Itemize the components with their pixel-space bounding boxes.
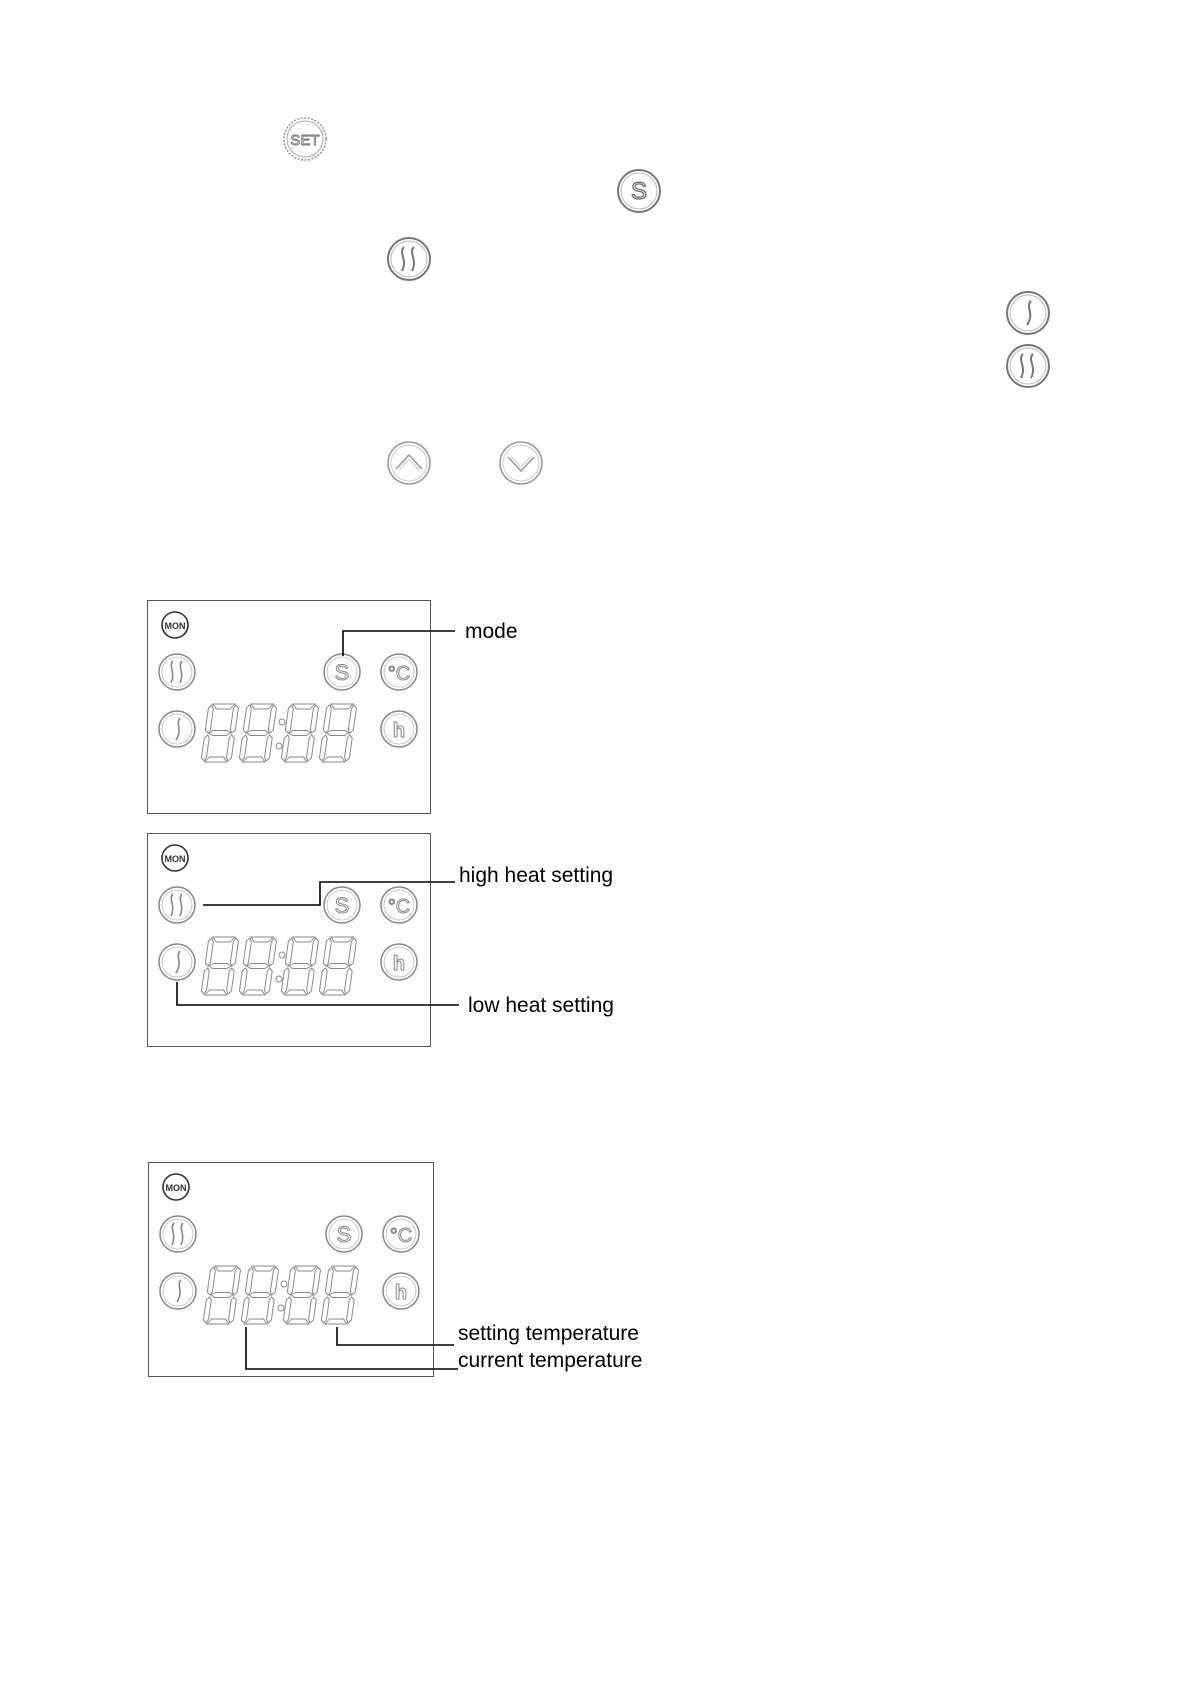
segment-a — [330, 937, 353, 942]
seven-segment-display — [201, 704, 357, 762]
segment-c — [308, 1297, 317, 1323]
display-panel-2-graphics — [147, 833, 431, 1047]
down-arrow-icon — [498, 440, 544, 486]
celsius-icon — [383, 1216, 419, 1252]
segment-f — [205, 705, 214, 733]
digit-4 — [321, 1266, 359, 1324]
colon-dot-1 — [279, 952, 285, 958]
segment-a — [330, 704, 353, 709]
segment-c — [346, 1297, 355, 1323]
low-heat-icon — [159, 944, 195, 980]
segment-f — [207, 1267, 216, 1295]
hour-icon — [381, 944, 417, 980]
segment-b — [312, 1267, 321, 1295]
s-label: S — [336, 1222, 352, 1247]
s-label: S — [334, 660, 350, 685]
mon-icon — [162, 612, 188, 638]
mode-s-icon — [616, 168, 662, 214]
c-label: °C — [387, 663, 411, 685]
mon-label: MON — [164, 621, 186, 631]
high-heat-setting-label: high heat setting — [459, 864, 614, 887]
c-label: °C — [387, 896, 411, 918]
segment-b — [230, 705, 239, 733]
mon-icon — [162, 845, 188, 871]
digit-4 — [319, 704, 357, 762]
mode-label: mode — [465, 620, 518, 643]
high-heat-icon — [159, 887, 195, 923]
colon-dot-1 — [279, 719, 285, 725]
segment-g — [289, 964, 312, 969]
segment-e — [203, 1297, 212, 1323]
segment-e — [321, 1297, 330, 1323]
current-temperature-label: current temperature — [458, 1349, 643, 1372]
set-icon-text: SET — [290, 132, 320, 149]
segment-c — [264, 735, 273, 761]
segment-f — [243, 705, 252, 733]
segment-a — [292, 937, 315, 942]
segment-b — [348, 938, 357, 966]
digit-3 — [281, 704, 319, 762]
segment-d — [243, 757, 266, 762]
segment-b — [268, 938, 277, 966]
segment-c — [228, 1297, 237, 1323]
segment-b — [268, 705, 277, 733]
up-arrow-icon — [386, 440, 432, 486]
segment-f — [285, 938, 294, 966]
segment-b — [230, 938, 239, 966]
c-label: °C — [389, 1225, 413, 1247]
segment-a — [250, 704, 273, 709]
segment-b — [310, 705, 319, 733]
segment-a — [212, 704, 235, 709]
segment-c — [344, 735, 353, 761]
segment-a — [212, 937, 235, 942]
mode-s-icon-text: S — [630, 178, 648, 205]
segment-b — [232, 1267, 241, 1295]
low-heat-icon — [160, 1273, 196, 1309]
segment-c — [306, 735, 315, 761]
segment-g — [247, 964, 270, 969]
segment-b — [348, 705, 357, 733]
segment-f — [245, 1267, 254, 1295]
mon-label: MON — [165, 1183, 187, 1193]
mode-s-icon — [326, 1216, 362, 1252]
set-icon — [282, 116, 328, 162]
segment-g — [249, 1293, 272, 1298]
high-heat-icon — [386, 236, 432, 282]
segment-f — [287, 1267, 296, 1295]
mon-icon — [163, 1174, 189, 1200]
segment-a — [294, 1266, 317, 1271]
colon-dot-2 — [276, 743, 282, 749]
segment-a — [252, 1266, 275, 1271]
digit-3 — [283, 1266, 321, 1324]
digit-2 — [239, 704, 277, 762]
segment-g — [291, 1293, 314, 1298]
digit-1 — [203, 1266, 241, 1324]
mode-s-icon — [324, 654, 360, 690]
segment-g — [209, 964, 232, 969]
segment-g — [327, 731, 350, 736]
digit-1 — [201, 704, 239, 762]
low-heat-icon — [159, 711, 195, 747]
digit-2 — [241, 1266, 279, 1324]
segment-e — [241, 1297, 250, 1323]
segment-f — [243, 938, 252, 966]
segment-b — [270, 1267, 279, 1295]
high-heat-icon — [159, 654, 195, 690]
segment-a — [214, 1266, 237, 1271]
h-label: h — [392, 720, 406, 742]
segment-c — [226, 735, 235, 761]
colon-dot-2 — [278, 1305, 284, 1311]
h-label: h — [392, 953, 406, 975]
segment-b — [310, 938, 319, 966]
segment-g — [209, 731, 232, 736]
segment-f — [323, 705, 332, 733]
segment-g — [289, 731, 312, 736]
high-heat-icon — [160, 1216, 196, 1252]
hour-icon — [383, 1273, 419, 1309]
segment-g — [329, 1293, 352, 1298]
segment-a — [250, 937, 273, 942]
segment-d — [207, 1319, 230, 1324]
segment-e — [201, 735, 210, 761]
segment-e — [283, 1297, 292, 1323]
segment-f — [285, 705, 294, 733]
segment-f — [325, 1267, 334, 1295]
segment-d — [325, 1319, 348, 1324]
hour-icon — [381, 711, 417, 747]
segment-e — [319, 735, 328, 761]
segment-e — [239, 735, 248, 761]
s-label: S — [334, 893, 350, 918]
low-heat-leader-line — [174, 980, 464, 1010]
segment-c — [266, 1297, 275, 1323]
segment-d — [285, 757, 308, 762]
segment-f — [323, 938, 332, 966]
mode-leader-line — [340, 628, 460, 658]
segment-d — [323, 757, 346, 762]
segment-g — [327, 964, 350, 969]
current-temperature-leader-line — [243, 1325, 463, 1375]
high-heat-icon-2 — [1005, 343, 1051, 389]
segment-b — [350, 1267, 359, 1295]
segment-f — [205, 938, 214, 966]
segment-g — [247, 731, 270, 736]
celsius-icon — [381, 654, 417, 690]
segment-e — [281, 735, 290, 761]
h-label: h — [394, 1282, 408, 1304]
seven-segment-display — [203, 1266, 359, 1324]
segment-a — [332, 1266, 355, 1271]
setting-temperature-label: setting temperature — [458, 1322, 639, 1345]
segment-g — [211, 1293, 234, 1298]
mon-label: MON — [164, 854, 186, 864]
low-heat-setting-label: low heat setting — [468, 994, 614, 1017]
segment-d — [287, 1319, 310, 1324]
colon-dot-1 — [281, 1281, 287, 1287]
high-heat-leader-line — [200, 870, 460, 910]
segment-a — [292, 704, 315, 709]
segment-d — [245, 1319, 268, 1324]
segment-d — [205, 757, 228, 762]
low-heat-icon — [1005, 290, 1051, 336]
